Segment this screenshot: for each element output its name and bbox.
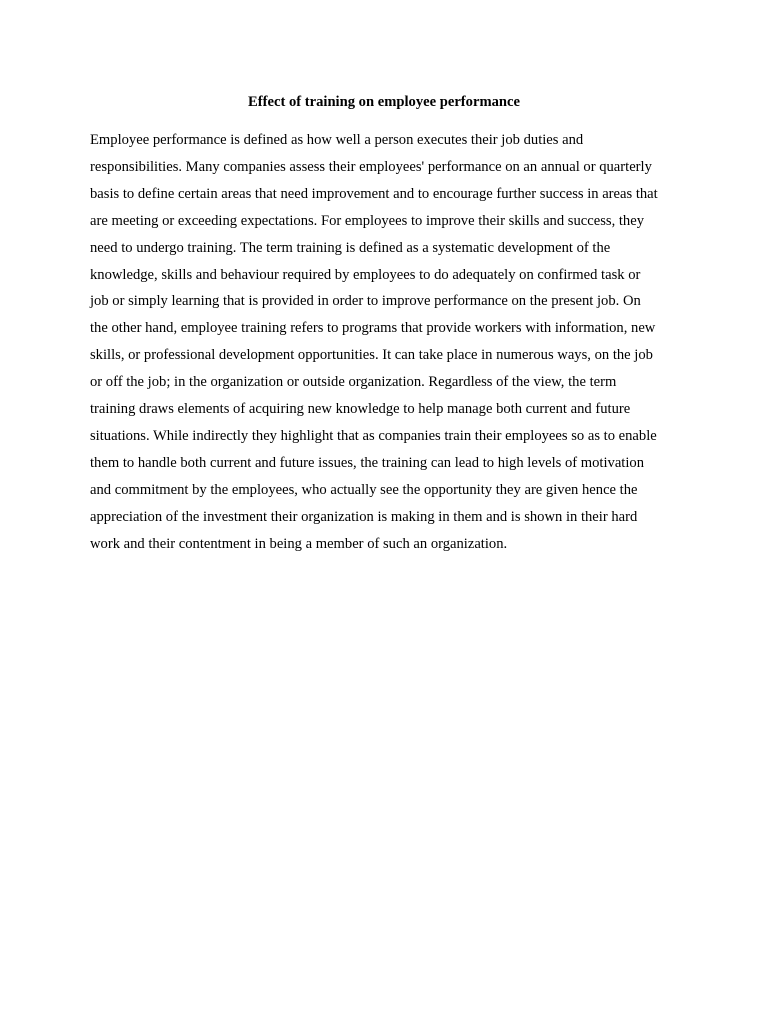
document-paragraph	[90, 127, 682, 558]
paragraph-line: or off the job; in the organization or outside organization. Regardless of the view, the term	[90, 374, 617, 391]
paragraph-line: knowledge, skills and behaviour required by employees to do adequately on confirmed task or	[90, 266, 641, 283]
paragraph-line: them to handle both current and future issues, the training can lead to high levels of motivation	[90, 454, 645, 471]
paragraph-line: responsibilities. Many companies assess their employees' performance on an annual or quarterly	[90, 158, 652, 175]
paragraph-line: appreciation of the investment their organization is making in them and is shown in their hard	[90, 508, 638, 525]
paragraph-line: skills, or professional development opportunities. It can take place in numerous ways, on the job	[90, 347, 653, 364]
paragraph-line: Employee performance is defined as how well a person executes their job duties and	[90, 132, 584, 148]
paragraph-line: situations. While indirectly they highlight that as companies train their employees so as to enable	[90, 427, 657, 444]
paragraph-line: training draws elements of acquiring new knowledge to help manage both current and future	[90, 401, 631, 418]
paragraph-line: are meeting or exceeding expectations. For employees to improve their skills and success, they	[90, 212, 644, 229]
paragraph-line: job or simply learning that is provided in order to improve performance on the present job. On	[90, 293, 641, 310]
paragraph-line: and commitment by the employees, who actually see the opportunity they are given hence the	[90, 481, 638, 498]
paragraph-line: basis to define certain areas that need improvement and to encourage further success in areas that	[90, 185, 658, 202]
paragraph-line: the other hand, employee training refers to programs that provide workers with information, new	[90, 320, 656, 337]
document-title: Effect of training on employee performance	[248, 94, 520, 110]
paragraph-line: need to undergo training. The term training is defined as a systematic development of the	[90, 239, 611, 256]
paragraph-line: work and their contentment in being a member of such an organization.	[90, 535, 508, 552]
